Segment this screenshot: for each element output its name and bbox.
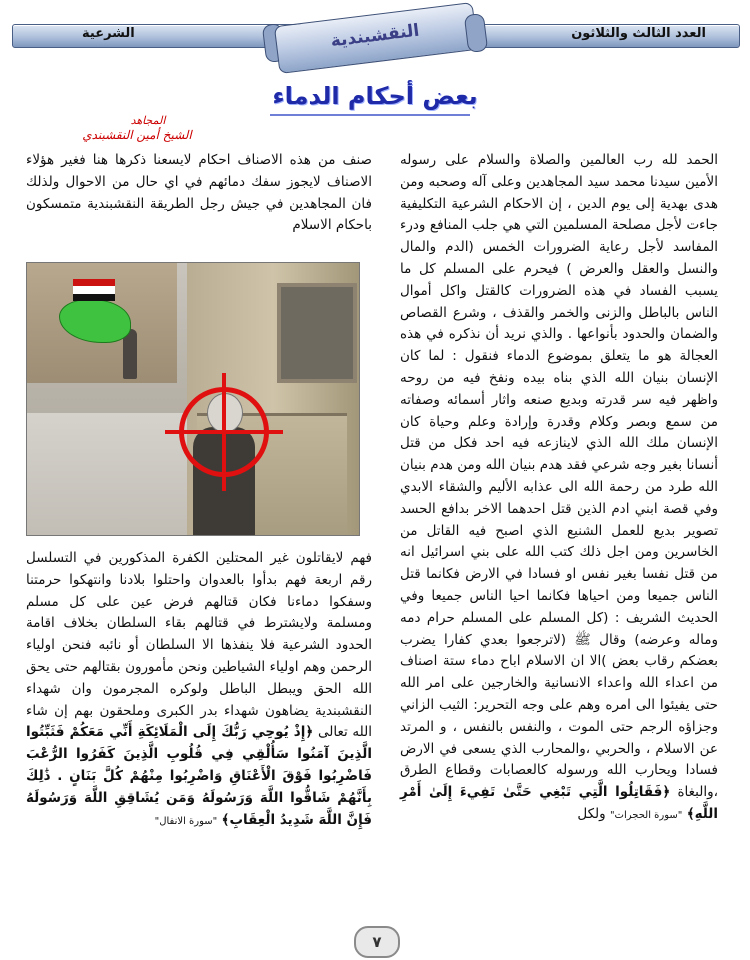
- article-title: بعض أحكام الدماء: [272, 82, 478, 110]
- left-top-text: [26, 150, 372, 237]
- author-name: الشيخ أمين النقشبندي: [82, 128, 192, 142]
- author-title: المجاهد: [130, 114, 166, 127]
- magazine-name: النقشبندية: [329, 20, 421, 52]
- crosshair-icon: [165, 373, 283, 491]
- right-quran-verse: ﴿فَقَاتِلُوا الَّتِي تَبْغِي حَتَّىٰ تَفِيءَ إِلَىٰ أَمْرِ اللَّهِ﴾: [400, 784, 718, 822]
- logo-flag-icon: [73, 279, 115, 301]
- left-quran-reference: "سورة الانفال": [154, 815, 218, 827]
- issue-label: العدد الثالث والثلاثون: [571, 26, 706, 41]
- left-bottom-body: فهم لايقاتلون غير المحتلين الكفرة المذكورين في التسلسل رقم اربعة فهم بدأوا بالعدوان واحتلوا بلادنا وانتهكوا حرمتنا وسفكوا دماءنا فكان قتالهم فرض عين على كل مسلم ومسلمة ولايشترط في قتالهم بقاء السلطان بخلاف اقامة الحدود الشرعية فلا ينفذها الا السلطان أو نائبه فنحن اولياء الرحمن وهم اولياء الشياطين ونحن مأمورون بقتالهم حتى يحق الله الحق ويبطل الباطل ولوكره المجرمون وان شهداء النقشبندية يضاهون شهداء بدر الكبرى وملحقون بهم إن شاء الله تعالى: [26, 550, 372, 741]
- left-bottom-text: [26, 548, 372, 832]
- vehicle-window: [277, 283, 357, 383]
- sniper-scope-photo: [26, 262, 360, 536]
- magazine-name-scroll: [262, 10, 488, 68]
- right-tail: ولكل: [577, 805, 606, 822]
- left-top-paragraph: صنف من هذه الاصناف احكام لايسعنا ذكرها هنا فغير هؤلاء الاصناف لايجوز سفك دمائهم في اي حال من الاحوال ولذلك فان المجاهدين في جيش رجل الطريقة النقشبندية متمسكون باحكام الاسلام: [26, 152, 372, 234]
- page-number: ٧: [354, 926, 400, 958]
- logo-map-icon: [59, 299, 131, 343]
- army-logo: [53, 279, 133, 341]
- title-underline: [270, 114, 470, 116]
- crosshair-vertical: [222, 373, 226, 491]
- right-quran-reference: "سورة الحجرات": [609, 809, 683, 821]
- right-body: الحمد لله رب العالمين والصلاة والسلام على رسوله الأمين سيدنا محمد سيد المجاهدين وعلى آله وصحبه ومن هدى بهدية إلى يوم الدين ، إن الاحكام الشرعية التكليفية جاءت لأجل مصلحة المسلمين التي هي جلب المنافع ودرء المفاسد لأجل رعاية الضرورات الخمس (الدم والمال والنسل والعقل والعرض ) فيحرم على المسلم كل ما يسبب الفساد في هذه الضرورات كالقتل واكل أموال الناس بالباطل والزنى والخمر والقذف ، وشرع القصاص والضمان والحدود بأنواعها . والذي نريد أن نذكره في هذه العجالة هو ما يتعلق بموضوع الدماء فنقول : لما كان الإنسان بنيان الله الذي بناه بيده ونفخ فيه من روحه واظهر فيه سر قدرته وبديع صنعه واثار أسمائه وصفاته من سمع وبصر وكلام وقدرة وإرادة وعلم وحياة كان الإنسان ملك الله الذي لاينازعه فيه احد فكل من قتل أنسانا بغير وجه شرعي فقد هدم بنيان الله ومن هدم بنيان الله طرد من رحمة الله الى عذابه الأليم والشقاء الابدي وفي قصة ابني ادم الذين قتل احدهما الاخر بدافع الحسد تصوير بديع للعمل الشنيع الذي اصبح فيه القاتل من الخاسرين ومن اجل ذلك كتب الله على بني اسرائيل انه من قتل نفسا بغير نفس او فسادا في الارض فكانما قتل الناس جميعا ومن احياها فكانما احيا الناس جميعا وفي الحديث الشريف : (كل المسلم على المسلم حرام دمه وماله وعرضه) وقال ﷺ (لاترجعوا بعدي كفارا يضرب بعضكم رقاب بعض )الا ان الاسلام اباح دماء ستة اصناف من اعداء الله واعداء الانسانية والخارجين على امر الله حتى يفيئوا الى امره وهم على وجه التحرير: الثيب الزاني وجزاؤه الرجم حتى الموت ، والنفس بالنفس ، و المرتد عن الاسلام ، والحربي ،والمحارب الذي يسعى في الارض فسادا ويحارب الله ورسوله كالعصابات وقطاع الطرق ،والبغاة: [400, 152, 718, 801]
- section-label: الشرعية: [82, 26, 135, 41]
- left-quran-verse: ﴿إِذْ يُوحِي رَبُّكَ إِلَى الْمَلَائِكَةِ أَنِّي مَعَكُمْ فَثَبِّتُوا الَّذِينَ آمَنُوا سَأُلْقِي فِي قُلُوبِ الَّذِينَ كَفَرُوا الرُّعْبَ فَاضْرِبُوا فَوْقَ الْأَعْنَاقِ وَاضْرِبُوا مِنْهُمْ كُلَّ بَنَانٍ . ذَٰلِكَ بِأَنَّهُمْ شَاقُّوا اللَّهَ وَرَسُولَهُ وَمَن يُشَاقِقِ اللَّهَ وَرَسُولَهُ فَإِنَّ اللَّهَ شَدِيدُ الْعِقَابِ﴾: [26, 724, 372, 828]
- right-column-text: [400, 150, 718, 827]
